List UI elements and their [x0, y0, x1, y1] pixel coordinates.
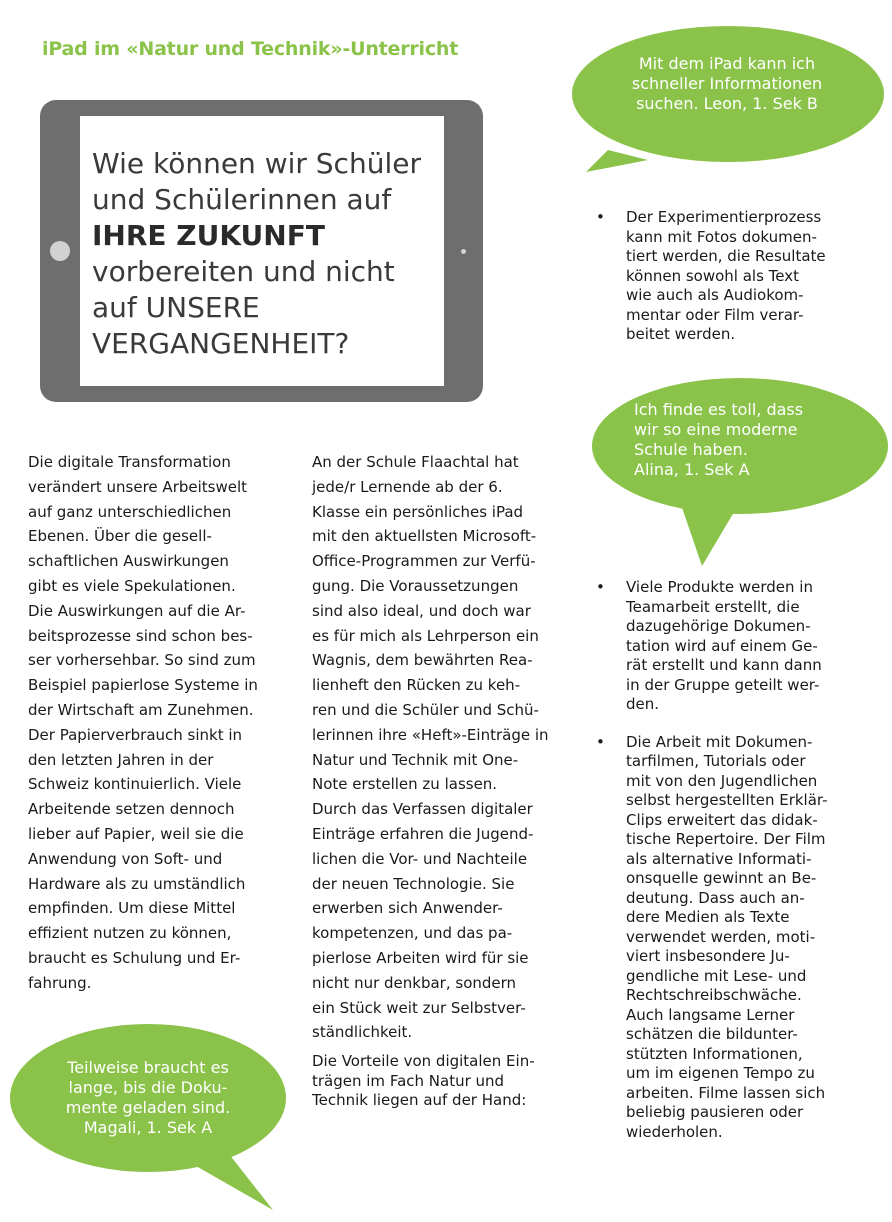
quote-line: Schule haben.	[634, 440, 748, 459]
text-line: gung. Die Voraussetzungen	[312, 576, 519, 595]
quote-bubble-leon	[568, 22, 886, 172]
text-line: in der Gruppe geteilt wer-	[626, 675, 820, 694]
text-line: Die Auswirkungen auf die Ar-	[28, 601, 246, 620]
text-line: gibt es viele Spekulationen.	[28, 576, 236, 595]
text-line: Der Papierverbrauch sinkt in	[28, 725, 243, 744]
quote-line: schneller Informationen	[631, 74, 823, 93]
text-line: auf ganz unterschiedlichen	[28, 502, 232, 521]
list-item	[596, 578, 846, 715]
text-line: jede/r Lernende ab der 6.	[312, 477, 503, 496]
text-line: verändert unsere Arbeitswelt	[28, 477, 248, 496]
text-line: Arbeitende setzen dennoch	[28, 800, 235, 819]
text-line: Die Vorteile von digitalen Ein-	[312, 1052, 535, 1070]
text-line: Office-Programmen zur Verfü-	[312, 552, 536, 571]
text-line: Wagnis, dem bewährten Rea-	[312, 651, 533, 670]
text-line: pierlose Arbeiten wird für sie	[312, 948, 529, 967]
text-line: um im eigenen Tempo zu	[626, 1064, 815, 1082]
question-line: auf UNSERE	[92, 291, 260, 324]
text-line: Durch das Verfassen digitaler	[312, 800, 533, 819]
text-line: Schweiz kontinuierlich. Viele	[28, 775, 242, 794]
quote-line: Mit dem iPad kann ich	[638, 54, 816, 73]
text-line: ren und die Schüler und Schü-	[312, 700, 539, 719]
text-line: Note erstellen zu lassen.	[312, 775, 498, 794]
text-line: lienheft den Rücken zu keh-	[312, 676, 521, 695]
body-column-1	[28, 450, 268, 996]
question-line: Wie können wir Schüler	[92, 147, 421, 180]
text-line: stützten Informationen,	[626, 1044, 803, 1063]
text-line: beitet werden.	[626, 325, 736, 343]
text-line: können sowohl als Text	[626, 266, 800, 285]
text-line: ein Stück weit zur Selbstver-	[312, 998, 526, 1017]
text-line: Hardware als zu umständlich	[28, 874, 246, 893]
text-line: Technik liegen auf der Hand:	[312, 1091, 527, 1109]
text-line: fahrung.	[28, 973, 92, 992]
body-column-2-tail	[312, 1052, 557, 1111]
text-line: Rechtschreibschwäche.	[626, 986, 802, 1004]
text-line: beitsprozesse sind schon bes-	[28, 626, 253, 645]
text-line: den letzten Jahren in der	[28, 750, 214, 769]
question-line: VERGANGENHEIT?	[92, 327, 350, 360]
quote-line: Alina, 1. Sek A	[634, 460, 750, 479]
quote-bubble-magali	[8, 1020, 298, 1212]
tablet-screen	[80, 116, 444, 386]
text-line: schaftlichen Auswirkungen	[28, 552, 229, 571]
question-line: und Schülerinnen auf	[92, 183, 392, 216]
quote-line: Magali, 1. Sek A	[83, 1118, 213, 1137]
text-line: empfinden. Um diese Mittel	[28, 899, 236, 918]
text-line: erwerben sich Anwender-	[312, 899, 503, 918]
text-line: deutung. Dass auch an-	[626, 888, 805, 907]
text-line: kompetenzen, und das pa-	[312, 924, 513, 943]
text-line: effizient nutzen zu können,	[28, 924, 232, 943]
tablet-question	[92, 146, 442, 362]
text-line: nicht nur denkbar, sondern	[312, 973, 517, 992]
text-line: mit von den Jugendlichen	[626, 771, 818, 790]
text-line: lieber auf Papier, weil sie die	[28, 824, 244, 843]
text-line: der Wirtschaft am Zunehmen.	[28, 700, 254, 719]
text-line: es für mich als Lehrperson ein	[312, 626, 539, 645]
text-line: ständlichkeit.	[312, 1023, 413, 1042]
text-line: Beispiel papierlose Systeme in	[28, 676, 258, 695]
text-line: Clips erweitert das didak-	[626, 810, 818, 829]
tablet-illustration	[40, 100, 483, 402]
text-line: rät erstellt und kann dann	[626, 656, 822, 674]
text-line: wie auch als Audiokom-	[626, 286, 804, 304]
text-line: Natur und Technik mit One-	[312, 750, 519, 769]
text-line: kann mit Fotos dokumen-	[626, 227, 817, 246]
page-title: iPad im «Natur und Technik»-Unterricht	[42, 38, 459, 60]
text-line: mit den aktuellsten Microsoft-	[312, 527, 537, 546]
text-line: • Die Arbeit mit Dokumen-	[626, 732, 813, 751]
text-line: dazugehörige Dokumen-	[626, 617, 811, 635]
text-line: der neuen Technologie. Sie	[312, 874, 515, 893]
quote-line: Ich finde es toll, dass	[634, 400, 804, 419]
text-line: lerinnen ihre «Heft»-Einträge in	[312, 725, 549, 744]
text-line: • Der Experimentierprozess	[626, 208, 822, 226]
text-line: braucht es Schulung und Er-	[28, 948, 241, 967]
text-line: tation wird auf einem Ge-	[626, 636, 818, 655]
bullet-list-top	[596, 208, 846, 345]
text-line: arbeiten. Filme lassen sich	[626, 1083, 826, 1102]
text-line: An der Schule Flaachtal hat	[312, 453, 519, 471]
text-line: • Viele Produkte werden in	[626, 578, 813, 596]
text-line: beliebig pausieren oder	[626, 1103, 804, 1121]
text-line: sind also ideal, und doch war	[312, 601, 531, 620]
text-line: trägen im Fach Natur und	[312, 1071, 505, 1090]
text-line: lichen die Vor- und Nachteile	[312, 849, 528, 868]
text-line: Anwendung von Soft- und	[28, 849, 223, 868]
text-line: Einträge erfahren die Jugend-	[312, 824, 534, 843]
quote-line: wir so eine moderne	[634, 420, 798, 439]
text-line: als alternative Informati-	[626, 849, 812, 868]
text-line: Klasse ein persönliches iPad	[312, 502, 524, 521]
text-line: tiert werden, die Resultate	[626, 247, 826, 265]
text-line: den.	[626, 695, 660, 713]
text-line: selbst hergestellten Erklär-	[626, 791, 828, 809]
text-line: verwendet werden, moti-	[626, 927, 816, 946]
text-line: viert insbesondere Ju-	[626, 947, 790, 965]
text-line: schätzen die bildunter-	[626, 1025, 798, 1043]
question-line: vorbereiten und nicht	[92, 255, 395, 288]
body-column-2	[312, 450, 557, 1045]
text-line: gendliche mit Lese- und	[626, 966, 807, 985]
text-line: Teamarbeit erstellt, die	[626, 597, 800, 616]
quote-line: mente geladen sind.	[65, 1098, 231, 1117]
bullet-list-bottom	[596, 578, 846, 1142]
text-line: onsquelle gewinnt an Be-	[626, 869, 817, 887]
text-line: Auch langsame Lerner	[626, 1005, 795, 1024]
text-line: tarfilmen, Tutorials oder	[626, 752, 806, 770]
text-line: wiederholen.	[626, 1122, 723, 1141]
text-line: Ebenen. Über die gesell-	[28, 527, 212, 546]
camera-icon	[461, 249, 466, 254]
quote-line: suchen. Leon, 1. Sek B	[636, 94, 818, 113]
quote-line: lange, bis die Doku-	[68, 1078, 228, 1097]
list-item	[596, 733, 846, 1143]
text-line: ser vorhersehbar. So sind zum	[28, 651, 256, 670]
quote-bubble-alina	[590, 376, 890, 566]
list-item	[596, 208, 846, 345]
text-line: dere Medien als Texte	[626, 908, 790, 926]
quote-line: Teilweise braucht es	[67, 1058, 229, 1077]
text-line: mentar oder Film verar-	[626, 305, 804, 324]
text-line: tische Repertoire. Der Film	[626, 830, 826, 848]
home-button-icon	[50, 241, 70, 261]
question-emphasis: IHRE ZUKUNFT	[92, 219, 325, 252]
text-line: Die digitale Transformation	[28, 453, 231, 471]
